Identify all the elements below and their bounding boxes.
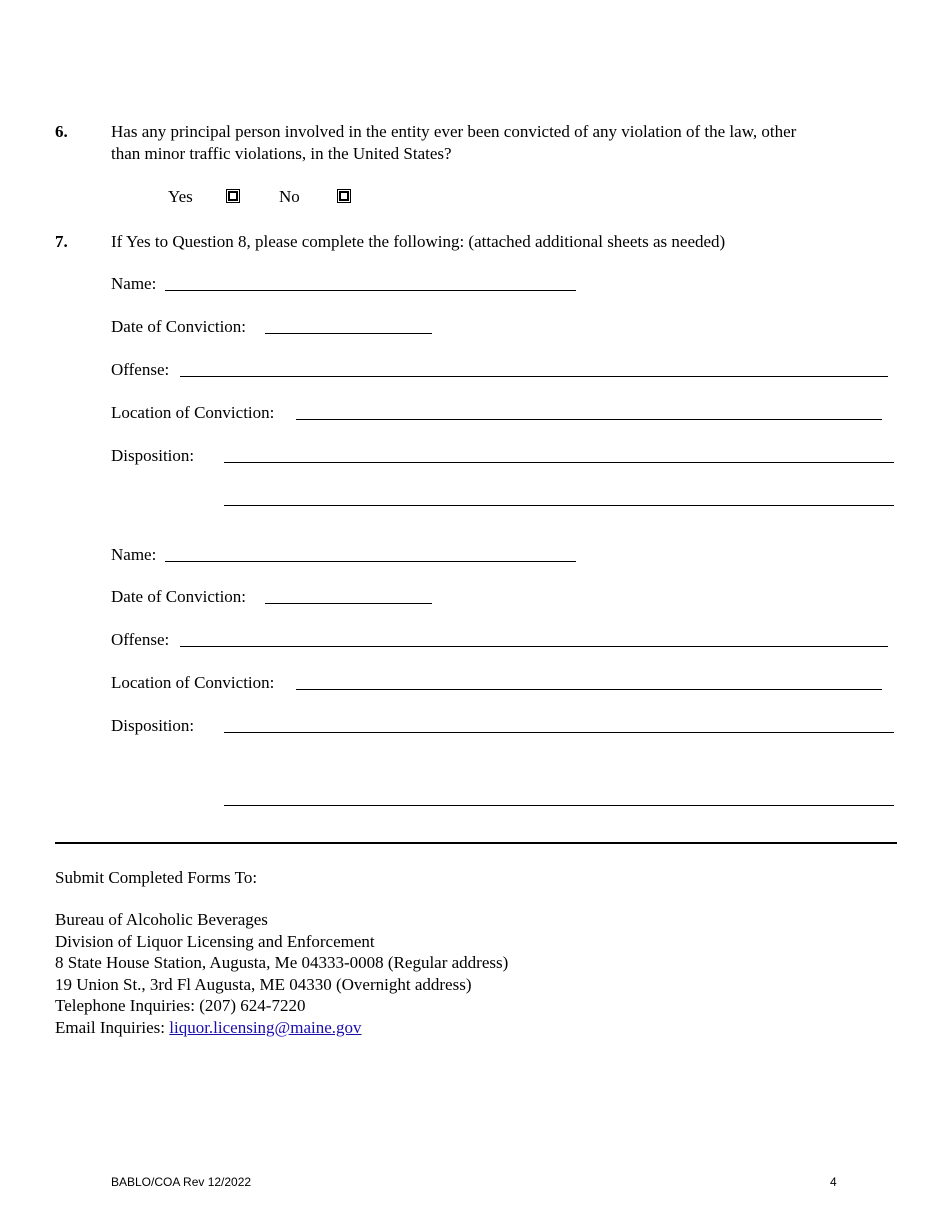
address-line: Bureau of Alcoholic Beverages (55, 910, 268, 929)
name-label: Name: (111, 545, 157, 564)
location-of-conviction-field[interactable] (296, 689, 882, 690)
section-divider (55, 842, 897, 844)
question-7-number: 7. (55, 232, 68, 251)
submit-heading: Submit Completed Forms To: (55, 868, 258, 887)
offense-field[interactable] (180, 376, 888, 377)
location-of-conviction-label: Location of Conviction: (111, 673, 275, 692)
location-of-conviction-label: Location of Conviction: (111, 403, 275, 422)
email-label: Email Inquiries: (55, 1018, 166, 1037)
location-of-conviction-field[interactable] (296, 419, 882, 420)
offense-field[interactable] (180, 646, 888, 647)
yes-label: Yes (168, 187, 193, 206)
name-field[interactable] (165, 561, 576, 562)
date-of-conviction-label: Date of Conviction: (111, 317, 247, 336)
email-link[interactable]: liquor.licensing@maine.gov (169, 1018, 362, 1037)
disposition-label: Disposition: (111, 716, 195, 735)
address-line: 19 Union St., 3rd Fl Augusta, ME 04330 (Overnight address) (55, 975, 472, 994)
disposition-field-line1[interactable] (224, 732, 894, 733)
question-6-text-line2: than minor traffic violations, in the United States? (111, 144, 452, 163)
telephone-line: Telephone Inquiries: (207) 624-7220 (55, 996, 306, 1015)
date-of-conviction-field[interactable] (265, 603, 432, 604)
address-line: Division of Liquor Licensing and Enforcement (55, 932, 375, 951)
yes-checkbox[interactable] (228, 191, 238, 201)
disposition-label: Disposition: (111, 446, 195, 465)
name-field[interactable] (165, 290, 576, 291)
offense-label: Offense: (111, 630, 170, 649)
page-number: 4 (830, 1175, 837, 1189)
form-id: BABLO/COA Rev 12/2022 (111, 1175, 252, 1189)
address-line: 8 State House Station, Augusta, Me 04333-0008 (Regular address) (55, 953, 509, 972)
no-label: No (279, 187, 300, 206)
disposition-field-line2[interactable] (224, 805, 894, 806)
name-label: Name: (111, 274, 157, 293)
date-of-conviction-field[interactable] (265, 333, 432, 334)
email-line (55, 1018, 362, 1038)
question-7-text: If Yes to Question 8, please complete the following: (attached additional sheets as needed) (111, 232, 726, 251)
offense-label: Offense: (111, 360, 170, 379)
question-6-text-line1: Has any principal person involved in the entity ever been convicted of any violation of the law, other (111, 122, 797, 141)
date-of-conviction-label: Date of Conviction: (111, 587, 247, 606)
question-6-number: 6. (55, 122, 68, 141)
no-checkbox[interactable] (339, 191, 349, 201)
disposition-field-line1[interactable] (224, 462, 894, 463)
disposition-field-line2[interactable] (224, 505, 894, 506)
